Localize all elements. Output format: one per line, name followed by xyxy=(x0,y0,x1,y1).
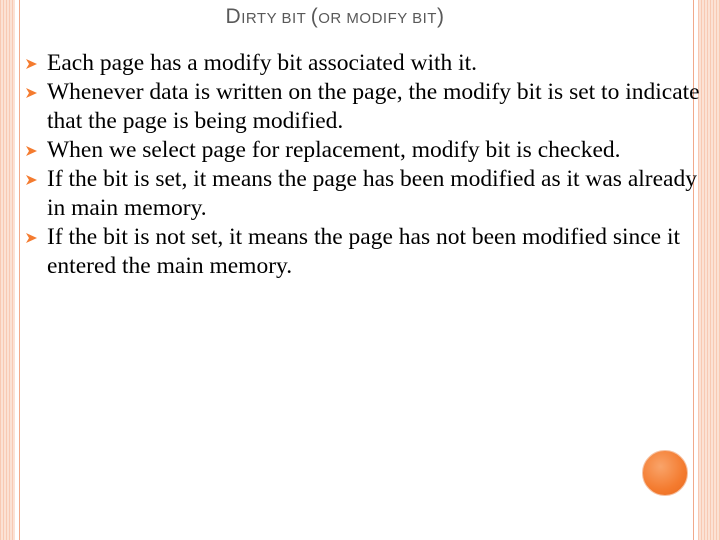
arrow-bullet-icon xyxy=(25,173,41,187)
arrow-bullet-icon xyxy=(25,86,41,100)
arrow-bullet-icon xyxy=(25,57,41,71)
bullet-text: If the bit is not set, it means the page has not been modified since it entered the main memory. xyxy=(47,224,681,279)
bullet-text: When we select page for replacement, modify bit is checked. xyxy=(47,137,621,163)
arrow-bullet-icon xyxy=(25,144,41,158)
left-border-line xyxy=(19,0,20,540)
title-part-3: OR MODIFY BIT xyxy=(318,10,437,27)
left-decorative-border xyxy=(0,0,15,540)
orange-circle-icon xyxy=(642,450,688,496)
arrow-bullet-icon xyxy=(25,231,41,245)
bullet-item xyxy=(25,78,705,136)
bullet-list xyxy=(25,49,705,281)
bullet-text: Whenever data is written on the page, the modify bit is set to indicate that the page is being modified. xyxy=(47,79,700,134)
bullet-text: Each page has a modify bit associated with it. xyxy=(47,50,478,76)
bullet-item xyxy=(25,165,705,223)
bullet-item xyxy=(25,136,705,165)
title-part-2: ( xyxy=(310,5,319,28)
bullet-item xyxy=(25,223,705,281)
bullet-item xyxy=(25,49,705,78)
bullet-text: If the bit is set, it means the page has been modified as it was already in main memory. xyxy=(47,166,697,221)
title-part-1: DIRTY BIT xyxy=(225,5,311,28)
title-part-4: ) xyxy=(436,5,445,28)
slide-title xyxy=(0,5,670,29)
